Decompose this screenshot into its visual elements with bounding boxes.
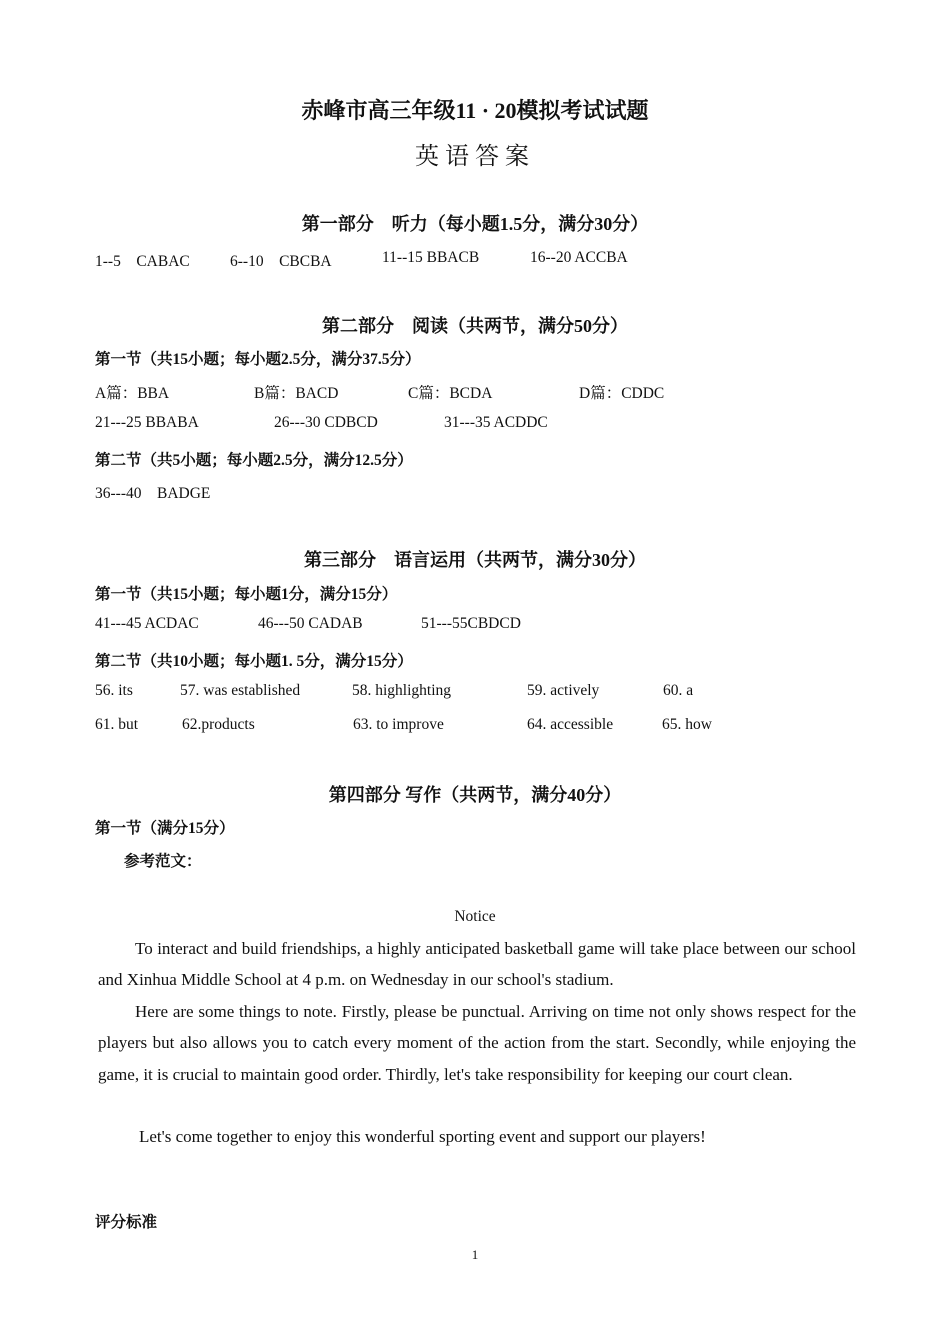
part2-heading: 第二部分 阅读（共两节，满分50分）: [322, 316, 628, 336]
fill-answer: 62.products: [182, 716, 255, 733]
answer-group: 6--10 CBCBA: [230, 253, 332, 270]
fill-answer: 58. highlighting: [352, 682, 452, 699]
fill-answer: 59. actively: [527, 682, 600, 699]
fill-answer-row: [0, 716, 950, 738]
answer-group: 46---50 CADAB: [258, 615, 363, 632]
answer-group: 11--15 BBACB: [382, 249, 480, 266]
fill-answer: 64. accessible: [527, 716, 614, 733]
fill-answer: 56. its: [95, 682, 133, 699]
reference-essay-label: 参考范文：: [124, 853, 202, 870]
grading-criteria-heading: 评分标准: [95, 1214, 158, 1231]
part3-section2-heading: 第二节（共10小题；每小题1. 5分，满分15分）: [95, 653, 413, 670]
passage-answer: D篇：CDDC: [579, 385, 665, 402]
page-subtitle: 英语答案: [415, 144, 535, 170]
part2-section1-heading: 第一节（共15小题；每小题2.5分，满分37.5分）: [95, 351, 421, 368]
part4-heading: 第四部分 写作（共两节，满分40分）: [328, 785, 622, 805]
essay-paragraph: Here are some things to note. Firstly, please be punctual. Arriving on time not only shows respect for the players but also allows you to catch every moment of the action from the start. Secondly, while enjoying the game, it is crucial to maintain good order. Thirdly, let's take responsibility for keeping our court clean.: [98, 1002, 856, 1084]
part2-answer-row: [0, 414, 950, 436]
passage-answer-row: [0, 381, 950, 403]
essay-title: Notice: [454, 908, 496, 925]
part1-heading: 第一部分 听力（每小题1.5分，满分30分）: [301, 214, 649, 234]
answer-group: 21---25 BBABA: [95, 414, 199, 431]
part1-answer-row: [0, 249, 950, 271]
answer-group: 31---35 ACDDC: [444, 414, 548, 431]
fill-answer: 61. but: [95, 716, 139, 733]
page-number: 1: [471, 1247, 479, 1262]
part2-section2-heading: 第二节（共5小题；每小题2.5分，满分12.5分）: [95, 452, 413, 469]
part4-section1-heading: 第一节（满分15分）: [95, 820, 235, 837]
answer-group: 16--20 ACCBA: [530, 249, 628, 266]
passage-answer: B篇：BACD: [254, 385, 339, 402]
part3-answer-row: [0, 615, 950, 637]
fill-answer-row: [0, 682, 950, 704]
part3-section1-heading: 第一节（共15小题；每小题1分，满分15分）: [95, 586, 398, 603]
page-title: 赤峰市高三年级11 · 20模拟考试试题: [301, 98, 649, 123]
essay-paragraph: To interact and build friendships, a highly anticipated basketball game will take place between our school and Xinhua Middle School at 4 p.m. on Wednesday in our school's stadium.: [98, 939, 856, 990]
passage-answer: A篇：BBA: [95, 385, 170, 402]
part3-heading: 第三部分 语言运用（共两节，满分30分）: [304, 550, 646, 570]
fill-answer: 63. to improve: [353, 716, 444, 733]
answer-group: 1--5 CABAC: [95, 253, 190, 270]
answer-group: 41---45 ACDAC: [95, 615, 199, 632]
answer-group: 26---30 CDBCD: [274, 414, 378, 431]
fill-answer: 65. how: [662, 716, 712, 733]
essay-paragraph: Let's come together to enjoy this wonderful sporting event and support our players!: [139, 1127, 706, 1146]
fill-answer: 60. a: [663, 682, 694, 699]
passage-answer: C篇：BCDA: [408, 385, 493, 402]
fill-answer: 57. was established: [180, 682, 301, 699]
answer-group: 36---40 BADGE: [95, 485, 211, 502]
answer-group: 51---55CBDCD: [421, 615, 521, 632]
